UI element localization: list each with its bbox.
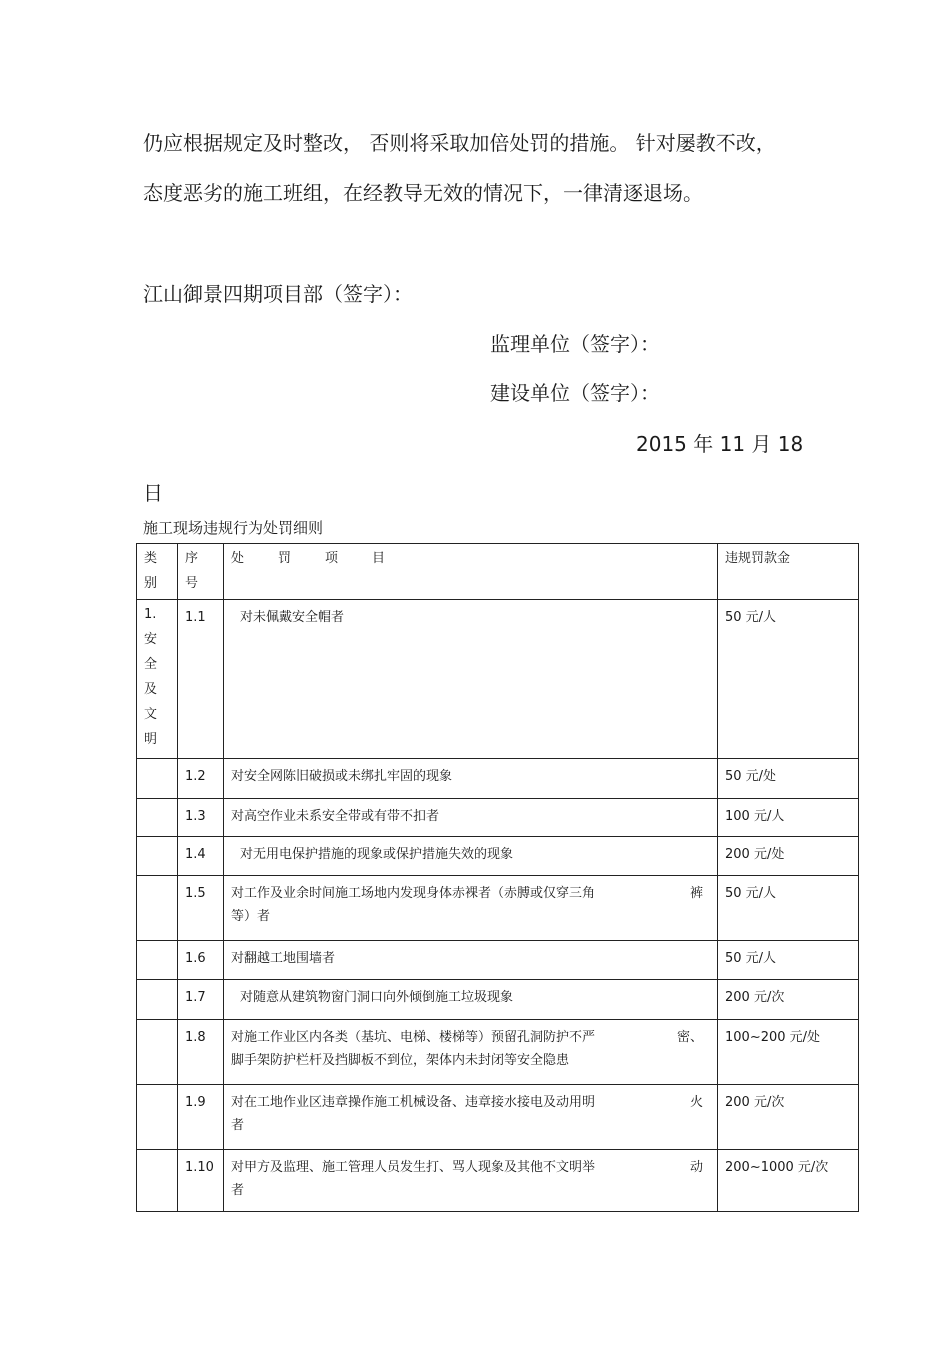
penalty-item-text-continued: 等）者 — [231, 909, 271, 924]
row-number: 1.3 — [178, 799, 224, 837]
category-cell — [137, 876, 178, 941]
penalty-item-text: 对高空作业未系安全带或有带不扣者 — [231, 809, 440, 824]
penalty-item-text-tail: 火 — [689, 1095, 703, 1110]
supervision-signature: 监理单位（签字）： — [490, 332, 660, 356]
fine-amount: 50 元/处 — [718, 759, 859, 799]
row-number: 1.1 — [178, 600, 224, 759]
fine-amount: 200~1000 元/次 — [718, 1150, 859, 1212]
header-category: 类 别 — [137, 544, 178, 600]
row-number: 1.6 — [178, 941, 224, 980]
penalty-item-text-continued: 者 — [231, 1183, 245, 1198]
fine-amount: 100 元/人 — [718, 799, 859, 837]
penalty-item — [224, 837, 718, 876]
row-number: 1.9 — [178, 1085, 224, 1150]
table-row — [137, 1150, 859, 1212]
category-cell — [137, 759, 178, 799]
penalty-item — [224, 799, 718, 837]
header-item: 处 罚 项 目 — [224, 544, 718, 600]
table-row — [137, 941, 859, 980]
penalty-item-text: 对工作及业余时间施工场地内发现身体赤裸者（赤膊或仅穿三角 — [231, 886, 596, 901]
table-row — [137, 600, 859, 759]
construction-signature: 建设单位（签字）： — [490, 381, 660, 405]
category-label-char: 安 — [144, 632, 158, 647]
penalty-item — [224, 1020, 718, 1085]
penalty-table — [136, 543, 859, 1212]
row-number: 1.10 — [178, 1150, 224, 1212]
penalty-item-text: 对未佩戴安全帽者 — [240, 610, 345, 625]
row-number: 1.5 — [178, 876, 224, 941]
category-label-char: 1. — [144, 607, 157, 622]
body-text-line-1: 仍应根据规定及时整改， 否则将采取加倍处罚的措施。 针对屡教不改， — [143, 131, 776, 155]
table-row — [137, 876, 859, 941]
penalty-item — [224, 876, 718, 941]
date-line: 2015 年 11 月 18 — [636, 432, 804, 456]
category-cell — [137, 1150, 178, 1212]
penalty-item — [224, 980, 718, 1020]
penalty-item-text: 对甲方及监理、施工管理人员发生打、骂人现象及其他不文明举 — [231, 1160, 596, 1175]
category-cell — [137, 799, 178, 837]
category-cell — [137, 980, 178, 1020]
table-row — [137, 759, 859, 799]
penalty-item-text: 对施工作业区内各类（基坑、电梯、楼梯等）预留孔洞防护不严 — [231, 1030, 596, 1045]
penalty-item — [224, 600, 718, 759]
table-row — [137, 1085, 859, 1150]
penalty-item-text-tail: 密、 — [676, 1030, 703, 1045]
penalty-item — [224, 1150, 718, 1212]
fine-amount: 100~200 元/处 — [718, 1020, 859, 1085]
category-label-char: 全 — [144, 657, 158, 672]
penalty-item-text-tail: 动 — [689, 1160, 703, 1175]
category-label-char: 明 — [144, 732, 158, 747]
penalty-item — [224, 759, 718, 799]
penalty-item-text-tail: 裤 — [689, 886, 703, 901]
penalty-item-text: 对随意从建筑物窗门洞口向外倾倒施工垃圾现象 — [240, 990, 514, 1005]
fine-amount: 50 元/人 — [718, 876, 859, 941]
penalty-item-text-continued: 脚手架防护栏杆及挡脚板不到位，架体内未封闭等安全隐患 — [231, 1053, 570, 1068]
category-cell — [137, 837, 178, 876]
row-number: 1.4 — [178, 837, 224, 876]
penalty-item-text: 对翻越工地围墙者 — [231, 951, 336, 966]
row-number: 1.2 — [178, 759, 224, 799]
fine-amount: 50 元/人 — [718, 941, 859, 980]
penalty-item — [224, 941, 718, 980]
table-row — [137, 837, 859, 876]
table-title: 施工现场违规行为处罚细则 — [143, 519, 324, 537]
body-text-line-2: 态度恶劣的施工班组，在经教导无效的情况下，一律清逐退场。 — [143, 181, 703, 205]
header-number: 序 号 — [178, 544, 224, 600]
row-number: 1.7 — [178, 980, 224, 1020]
fine-amount: 50 元/人 — [718, 600, 859, 759]
fine-amount: 200 元/处 — [718, 837, 859, 876]
penalty-item — [224, 1085, 718, 1150]
category-cell — [137, 1020, 178, 1085]
category-cell — [137, 941, 178, 980]
table-row — [137, 1020, 859, 1085]
date-day: 日 — [143, 481, 163, 505]
category-label-char: 文 — [144, 707, 158, 722]
table-row — [137, 980, 859, 1020]
row-number: 1.8 — [178, 1020, 224, 1085]
penalty-item-text: 对无用电保护措施的现象或保护措施失效的现象 — [240, 847, 514, 862]
penalty-item-text: 对安全网陈旧破损或未绑扎牢固的现象 — [231, 769, 453, 784]
project-dept-signature: 江山御景四期项目部（签字）： — [143, 282, 413, 306]
header-fine: 违规罚款金 — [718, 544, 859, 600]
fine-amount: 200 元/次 — [718, 980, 859, 1020]
table-row — [137, 799, 859, 837]
category-label-char: 及 — [144, 682, 158, 697]
penalty-item-text: 对在工地作业区违章操作施工机械设备、违章接水接电及动用明 — [231, 1095, 596, 1110]
category-cell — [137, 1085, 178, 1150]
category-cell — [137, 600, 178, 759]
table-header-row — [137, 544, 859, 600]
penalty-item-text-continued: 者 — [231, 1118, 245, 1133]
fine-amount: 200 元/次 — [718, 1085, 859, 1150]
